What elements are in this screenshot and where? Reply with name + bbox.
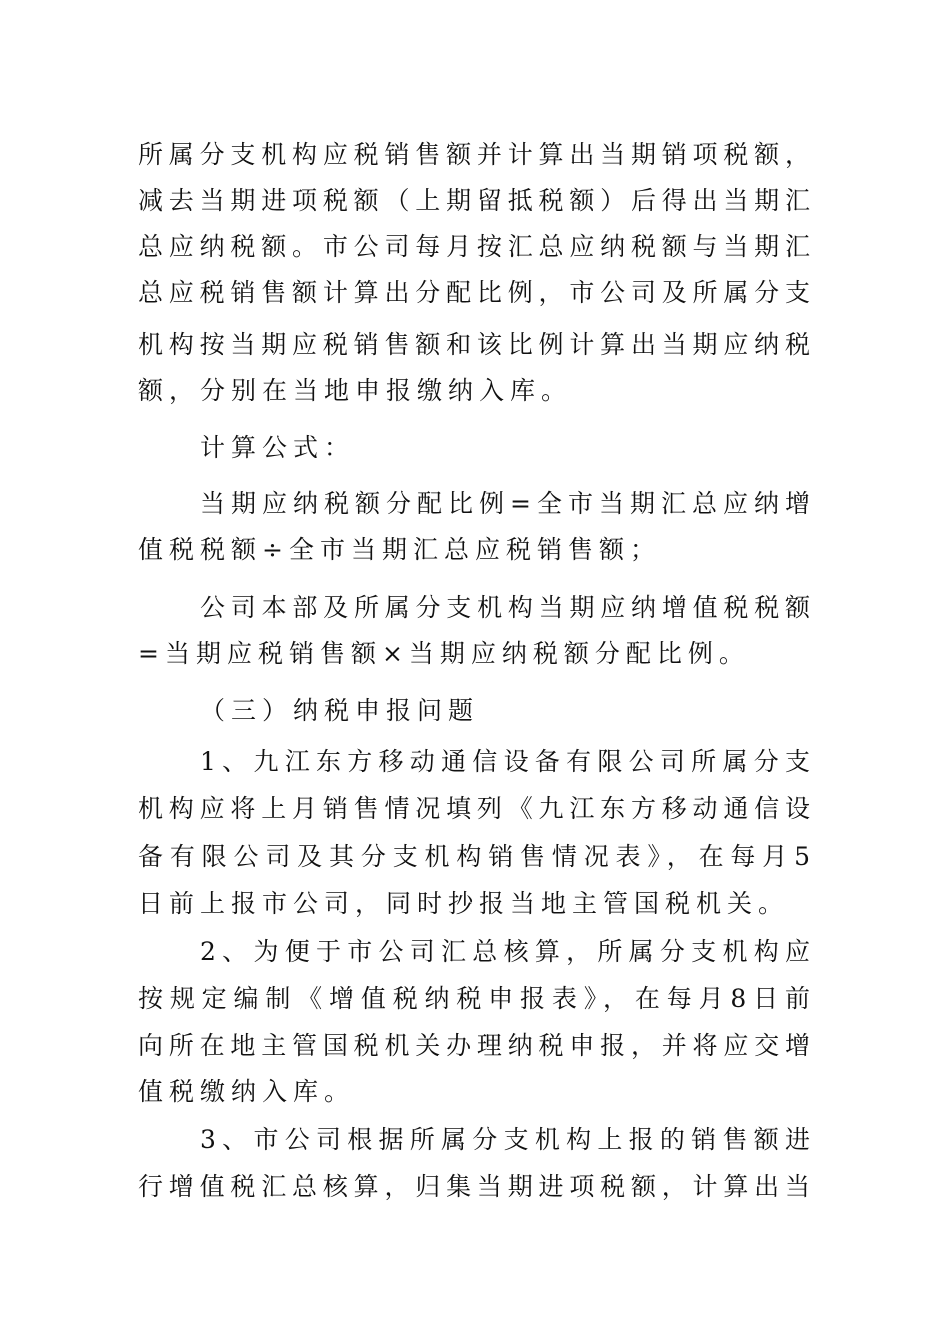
formula-line: =当期应税销售额×当期应纳税额分配比例。 [138,639,750,668]
paragraph-line: 机构按当期应税销售额和该比例计算出当期应纳税 [138,330,810,359]
paragraph-line: 机构应将上月销售情况填列《九江东方移动通信设 [138,794,810,823]
paragraph-line: 2、为便于市公司汇总核算，所属分支机构应 [200,937,810,966]
paragraph-line: 按规定编制《增值税纳税申报表》，在每月8日前 [138,984,810,1013]
paragraph-line: 所属分支机构应税销售额并计算出当期销项税额， [138,140,810,169]
paragraph-line: 向所在地主管国税机关办理纳税申报，并将应交增 [138,1031,810,1060]
paragraph-line: 总应税销售额计算出分配比例，市公司及所属分支 [138,278,810,307]
paragraph-line: 值税缴纳入库。 [138,1077,356,1106]
formula-line: 当期应纳税额分配比例=全市当期汇总应纳增 [200,489,810,518]
paragraph-line: 备有限公司及其分支机构销售情况表》，在每月5 [138,842,810,871]
formula-heading: 计算公式： [200,433,356,462]
paragraph-line: 日前上报市公司，同时抄报当地主管国税机关。 [138,889,790,918]
paragraph-line: 行增值税汇总核算，归集当期进项税额，计算出当 [138,1172,810,1201]
paragraph-line: 总应纳税额。市公司每月按汇总应纳税额与当期汇 [138,232,810,261]
formula-line: 公司本部及所属分支机构当期应纳增值税税额 [200,593,810,622]
paragraph-line: 减去当期进项税额（上期留抵税额）后得出当期汇 [138,186,810,215]
paragraph-line: 1、九江东方移动通信设备有限公司所属分支 [200,747,810,776]
paragraph-line: 额，分别在当地申报缴纳入库。 [138,376,573,405]
section-heading: （三）纳税申报问题 [200,696,480,725]
paragraph-line: 3、市公司根据所属分支机构上报的销售额进 [200,1125,810,1154]
formula-line: 值税税额÷全市当期汇总应税销售额； [138,535,661,564]
